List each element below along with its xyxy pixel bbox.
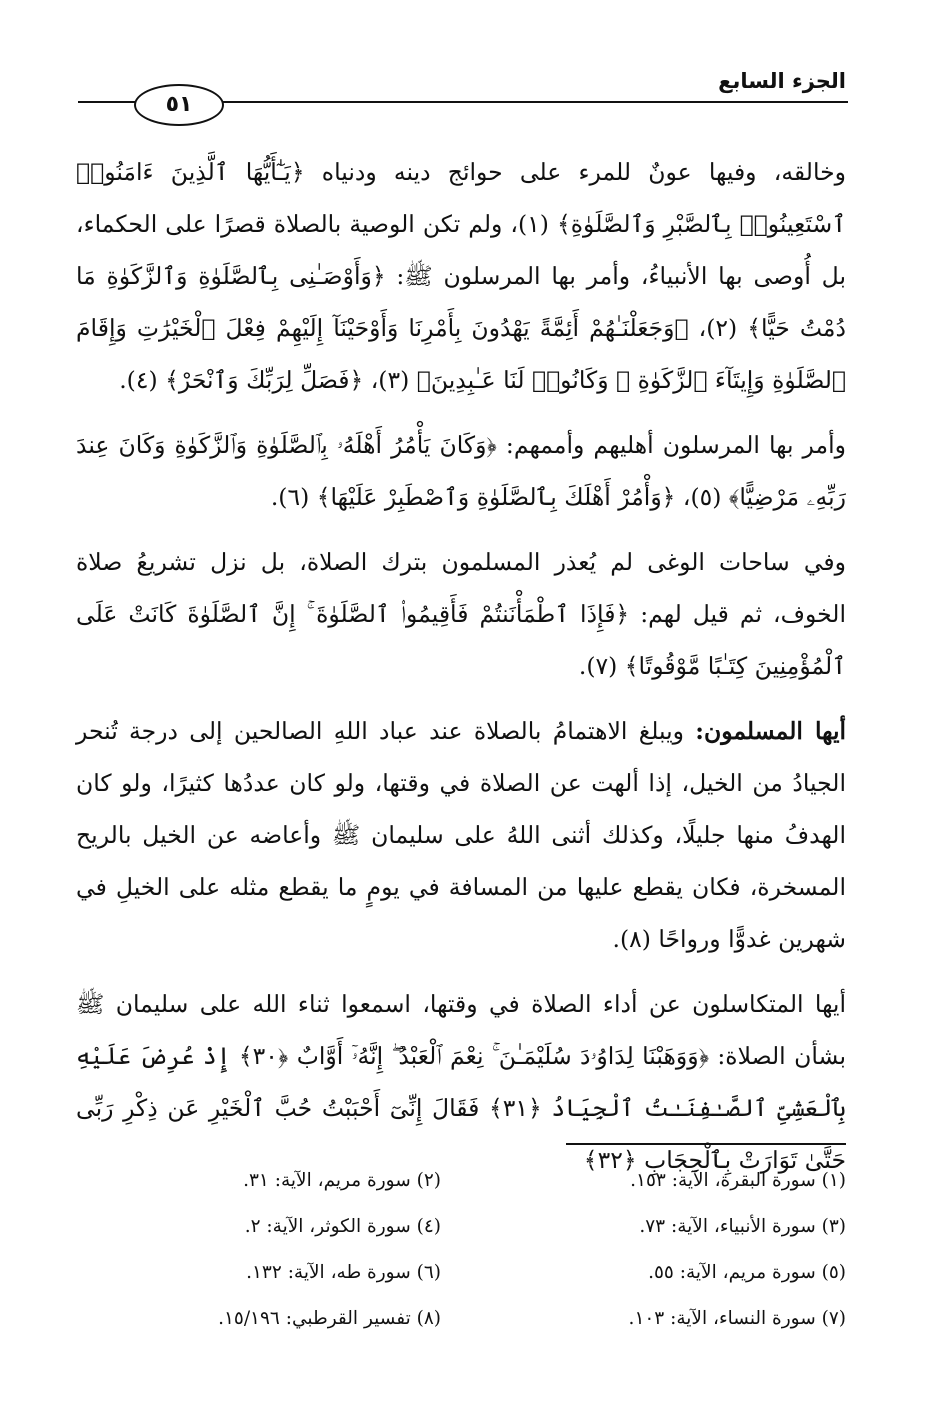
paragraph <box>76 705 846 965</box>
footnote: (٨) تفسير القرطبي: ١٥/١٩٦. <box>218 1308 441 1329</box>
footnotes <box>76 1158 846 1342</box>
paragraph <box>76 419 846 523</box>
paragraph-text: أيها المتكاسلون عن أداء الصلاة في وقتها، اسمعوا ثناء الله على سليمان ﷺ بشأن الصلاة: ﴿وَوَهَبْنَا لِدَاوُۥدَ سُلَيْمَـٰنَ ۚ نِعْمَ ٱلْعَبْدُ ۖ إِنَّهُۥٓ أَوَّابٌ ﴿٣٠﴾ إِذْ عُرِضَ عَلَيْهِ بِٱلْعَشِىِّ ٱلصَّـٰفِنَـٰتُ ٱلْجِيَادُ ﴿٣١﴾ فَقَالَ إِنِّىٓ أَحْبَبْتُ حُبَّ ٱلْخَيْرِ عَن ذِكْرِ رَبِّى حَتَّىٰ تَوَارَتْ بِٱلْحِجَابِ ﴿٣٢﴾ <box>76 990 846 1174</box>
paragraph-text: وفي ساحات الوغى لم يُعذر المسلمون بترك الصلاة، بل نزل تشريعُ صلاة الخوف، ثم قيل لهم: ﴿فَإِذَا ٱطْمَأْنَنتُمْ فَأَقِيمُوا۟ ٱلصَّلَوٰةَ ۚ إِنَّ ٱلصَّلَوٰةَ كَانَتْ عَلَى ٱلْمُؤْمِنِينَ كِتَـٰبًا مَّوْقُوتًا﴾ (٧). <box>76 548 846 680</box>
paragraph-lead: أيها المسلمون: <box>695 717 847 745</box>
footnote: (٧) سورة النساء، الآية: ١٠٣. <box>628 1308 846 1329</box>
paragraph <box>76 536 846 692</box>
footnote: (٦) سورة طه، الآية: ١٣٢. <box>246 1262 441 1283</box>
footnote-rule <box>566 1143 846 1145</box>
running-title: الجزء السابع <box>718 69 846 93</box>
paragraph <box>76 146 846 406</box>
page-number: ٥١ <box>134 84 224 126</box>
paragraph-text: وخالقه، وفيها عونٌ للمرء على حوائج دينه ودنياه ﴿يَـٰٓأَيُّهَا ٱلَّذِينَ ءَامَنُوا۟ ٱسْتَعِينُوا۟ بِٱلصَّبْرِ وَٱلصَّلَوٰةِ﴾ (١)، ولم تكن الوصية بالصلاة قصرًا على الحكماء، بل أُوصى بها الأنبياءُ، وأمر بها المرسلون ﷺ: ﴿وَأَوْصَـٰنِى بِٱلصَّلَوٰةِ وَٱلزَّكَوٰةِ مَا دُمْتُ حَيًّا﴾ (٢)، ﴿وَجَعَلْنَـٰهُمْ أَئِمَّةً يَهْدُونَ بِأَمْرِنَا وَأَوْحَيْنَآ إِلَيْهِمْ فِعْلَ ٱلْخَيْرَٰتِ وَإِقَامَ ٱلصَّلَوٰةِ وَإِيتَآءَ ٱلزَّكَوٰةِ ۖ وَكَانُوا۟ لَنَا عَـٰبِدِينَ﴾ (٣)، ﴿فَصَلِّ لِرَبِّكَ وَٱنْحَرْ﴾ (٤). <box>76 158 847 394</box>
footnote: (٢) سورة مريم، الآية: ٣١. <box>243 1170 441 1191</box>
paragraph-text: ويبلغ الاهتمامُ بالصلاة عند عباد اللهِ الصالحين إلى درجة تُنحر الجيادُ من الخيل، إذا ألهت عن الصلاة في وقتها، ولو كان عددُها كثيرًا، ولو كان الهدفُ منها جليلًا، وكذلك أثنى اللهُ على سليمان ﷺ وأعاضه عن الخيل بالريح المسخرة، فكان يقطع عليها من المسافة في يومٍ ما يقطع مثله على الخيلِ في شهرين غدوًّا ورواحًا (٨). <box>76 717 846 953</box>
footnote: (٤) سورة الكوثر، الآية: ٢. <box>244 1216 441 1237</box>
footnote: (١) سورة البقرة، الآية: ١٥٣. <box>630 1170 846 1191</box>
paragraph-text: وأمر بها المرسلون أهليهم وأممهم: ﴿وَكَانَ يَأْمُرُ أَهْلَهُۥ بِٱلصَّلَوٰةِ وَٱلزَّكَوٰةِ وَكَانَ عِندَ رَبِّهِۦ مَرْضِيًّا﴾ (٥)، ﴿وَأْمُرْ أَهْلَكَ بِٱلصَّلَوٰةِ وَٱصْطَبِرْ عَلَيْهَا﴾ (٦). <box>76 431 846 511</box>
footnote: (٥) سورة مريم، الآية: ٥٥. <box>648 1262 846 1283</box>
main-text <box>76 146 846 1199</box>
paragraph <box>76 978 846 1186</box>
footnote: (٣) سورة الأنبياء، الآية: ٧٣. <box>639 1216 846 1237</box>
